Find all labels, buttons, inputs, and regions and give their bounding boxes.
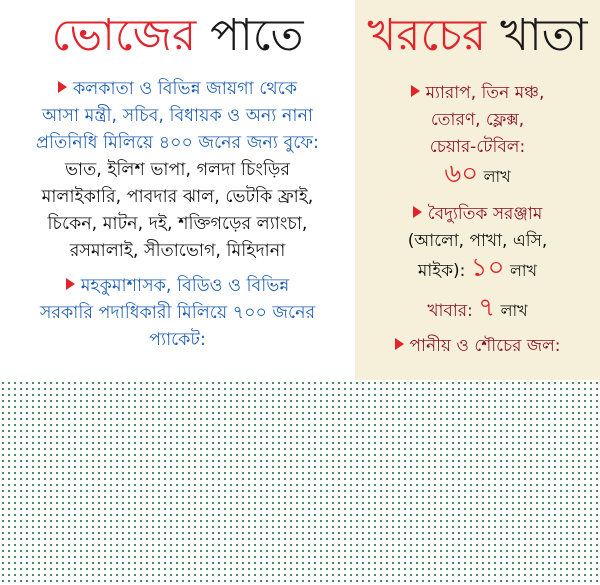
electrical-cost: [355, 201, 600, 285]
food-cost-unit: লাখ: [500, 301, 528, 320]
electrical-line-1: (আলো, পাখা, এসি,: [407, 231, 548, 251]
triangle-bullet-icon: [413, 206, 422, 218]
buffet-menu-line-1: ভাত, ইলিশ ভাপা, গলদা চিংড়ির: [64, 160, 291, 180]
guest-buffet-paragraph: [0, 76, 355, 265]
packet-line-2: সরকারি পদাধিকারী মিলিয়ে ৭০০ জনের: [39, 303, 316, 323]
food-title: [0, 10, 355, 62]
triangle-bullet-icon: [395, 338, 404, 350]
decoration-line-3: চেয়ার-টেবিল:: [429, 137, 526, 157]
water-cost-label: পানীয় ও শৌচের জল:: [409, 336, 561, 356]
electrical-line-2: মাইক):: [417, 261, 466, 281]
food-cost: [355, 295, 600, 325]
triangle-bullet-icon: [411, 85, 420, 97]
buffet-menu-line-2: মালাইকারি, পাবদার ঝাল, ভেটকি ফ্রাই,: [41, 187, 314, 207]
electrical-unit: লাখ: [509, 261, 538, 280]
water-cost: [355, 333, 600, 360]
decoration-line-2: তোরণ, ফ্লেক্স,: [430, 110, 525, 130]
food-title-black: পাতে: [210, 10, 304, 61]
food-title-red: ভোজের: [51, 10, 197, 61]
expense-title-red: খরচের: [367, 10, 487, 61]
packet-line-1: মহকুমাশাসক, বিডিও ও বিভিন্ন: [80, 276, 290, 296]
food-cost-amount: ৭: [478, 293, 496, 323]
packet-line-3: প্যাকেট:: [149, 330, 206, 350]
food-cost-label: খাবার:: [427, 301, 473, 321]
food-column: [0, 0, 355, 380]
decoration-unit: লাখ: [483, 167, 511, 186]
buffet-menu-line-4: রসমালাই, সীতাভোগ, মিহিদানা: [69, 241, 286, 261]
decoration-line-1: ম্যারাপ, তিন মঞ্চ,: [425, 83, 545, 103]
electrical-amount: ১০: [470, 253, 505, 283]
expense-title: [355, 10, 600, 62]
expense-title-black: খাতা: [500, 10, 588, 61]
decoration-amount: ৬০: [444, 159, 479, 189]
decoration-cost: [355, 80, 600, 191]
buffet-guests-line-3: প্রতিনিধি মিলিয়ে ৪০০ জনের জন্য বুফে:: [36, 133, 319, 153]
triangle-bullet-icon: [66, 278, 75, 290]
triangle-bullet-icon: [58, 81, 67, 93]
electrical-label: বৈদ্যুতিক সরঞ্জাম: [427, 204, 543, 224]
dotted-background-area: [0, 380, 600, 585]
buffet-menu-line-3: চিকেন, মাটন, দই, শক্তিগড়ের ল্যাংচা,: [47, 214, 308, 234]
buffet-guests-line-1: কলকাতা ও বিভিন্ন জায়গা থেকে: [72, 79, 297, 99]
packet-paragraph: [0, 273, 355, 354]
buffet-guests-line-2: আসা মন্ত্রী, সচিব, বিধায়ক ও অন্য নানা: [42, 106, 313, 126]
expense-column: [355, 0, 600, 380]
